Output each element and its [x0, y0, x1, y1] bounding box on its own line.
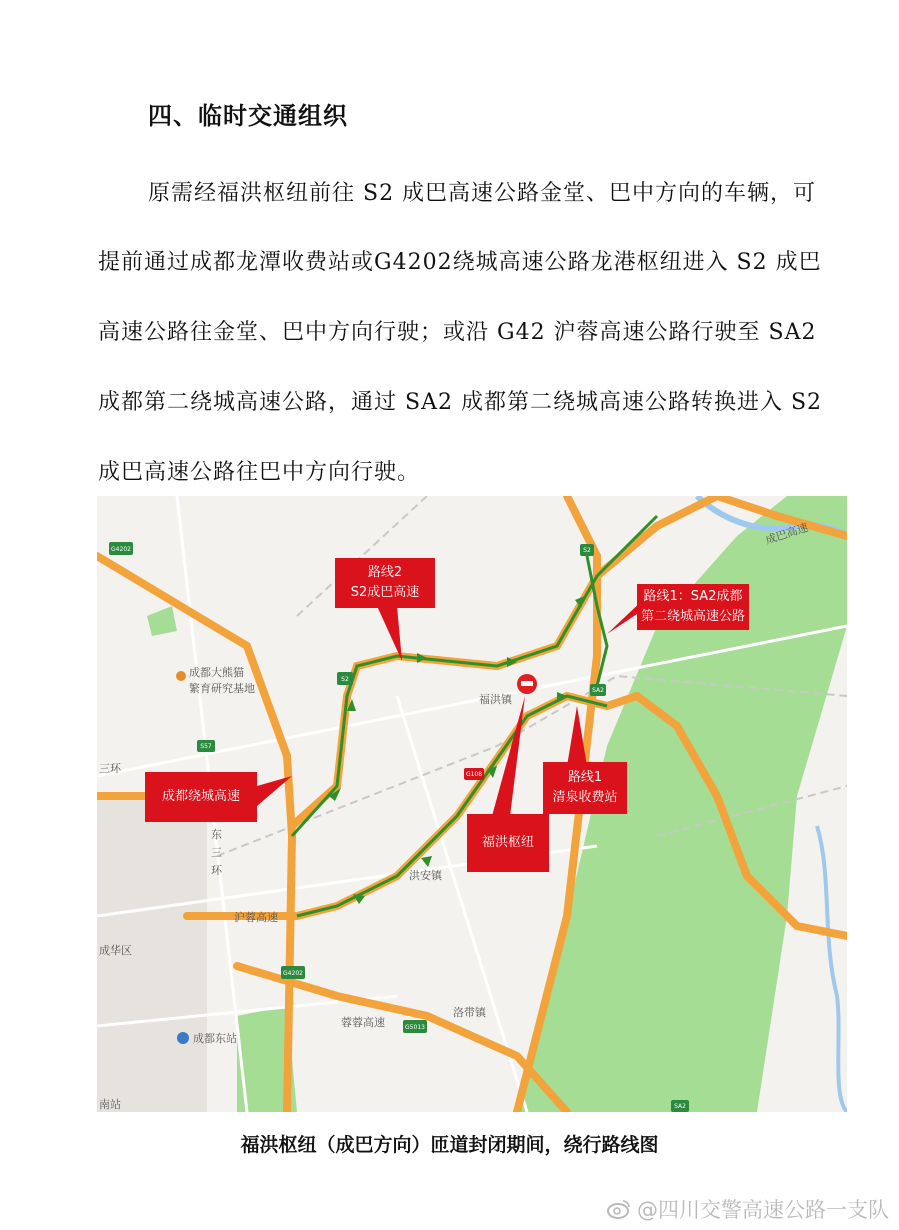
highway-shield	[671, 1100, 689, 1112]
highway-shield	[109, 542, 133, 555]
river	[817, 826, 847, 1112]
svg-text:G4202: G4202	[283, 970, 303, 977]
svg-text:G5013: G5013	[405, 1024, 425, 1031]
svg-text:SA2: SA2	[674, 1103, 686, 1110]
callout-text: S2成巴高速	[350, 585, 420, 600]
station-icon	[177, 1032, 189, 1044]
place-label: 成都大熊猫	[189, 666, 244, 679]
callout-route1-toll	[543, 762, 627, 814]
paragraph-line: 成巴高速公路往巴中方向行驶。	[98, 460, 421, 485]
svg-text:SA2: SA2	[592, 687, 604, 694]
paragraph-line: 原需经福洪枢纽前往 S2 成巴高速公路金堂、巴中方向的车辆，可	[148, 181, 817, 206]
figure-caption: 福洪枢纽（成巴方向）匝道封闭期间，绕行路线图	[240, 1134, 659, 1156]
watermark-text: @四川交警高速公路一支队	[637, 1198, 889, 1222]
road-label: 蓉蓉高速	[341, 1016, 385, 1029]
place-label: 洛带镇	[453, 1006, 486, 1019]
place-label: 繁育研究基地	[189, 682, 255, 695]
callout-text: 清泉收费站	[552, 790, 618, 805]
road-label: 环	[211, 864, 222, 877]
road-label: 三	[211, 846, 222, 859]
callout-text: 路线1：SA2成都	[643, 589, 743, 604]
svg-text:S57: S57	[200, 743, 212, 750]
highway-shield	[197, 740, 215, 752]
poi-icon	[176, 671, 186, 681]
highway-shield	[464, 768, 484, 780]
callout-text: 路线1	[567, 770, 603, 785]
svg-text:G4202: G4202	[111, 546, 131, 553]
section-heading: 四、临时交通组织	[148, 102, 348, 130]
park-area	[147, 606, 177, 636]
paragraph-line: 提前通过成都龙潭收费站或G4202绕城高速公路龙港枢纽进入 S2 成巴	[98, 250, 822, 275]
weibo-icon	[607, 1199, 631, 1219]
svg-text:S2: S2	[583, 547, 591, 554]
highway-shield	[281, 966, 305, 979]
highway-shield	[590, 684, 606, 696]
highway-shield	[337, 672, 353, 685]
watermark	[607, 1194, 889, 1224]
road-label: 沪蓉高速	[234, 911, 278, 924]
closure-icon	[517, 674, 537, 694]
place-label: 成都东站	[193, 1032, 237, 1045]
callout-fuhong-hub	[467, 814, 549, 872]
paragraph-line: 成都第二绕城高速公路，通过 SA2 成都第二绕城高速公路转换进入 S2	[98, 390, 823, 415]
highway-shield	[403, 1020, 427, 1033]
place-label: 洪安镇	[409, 869, 442, 882]
callout-ring-road	[145, 772, 257, 822]
detour-map	[97, 496, 847, 1112]
road-label: 成巴高速	[763, 520, 810, 547]
highway-shield	[580, 544, 594, 556]
place-label: 福洪镇	[479, 693, 512, 706]
callout-text: 福洪枢纽	[481, 835, 534, 850]
place-label: 南站	[99, 1098, 121, 1111]
callout-text: 第二绕城高速公路	[640, 609, 745, 624]
paragraph-line: 高速公路往金堂、巴中方向行驶；或沿 G42 沪蓉高速公路行驶至 SA2	[98, 320, 817, 345]
place-label: 成华区	[99, 944, 132, 957]
callout-route1-sa2	[637, 584, 749, 630]
callout-text: 路线2	[367, 565, 403, 580]
callout-route2	[335, 558, 435, 608]
road-label: 三环	[99, 762, 121, 775]
svg-text:S2: S2	[341, 676, 349, 683]
svg-text:G108: G108	[465, 771, 483, 778]
callout-text: 成都绕城高速	[161, 789, 240, 804]
callout-pointer	[377, 606, 402, 661]
road-label: 东	[211, 828, 222, 841]
